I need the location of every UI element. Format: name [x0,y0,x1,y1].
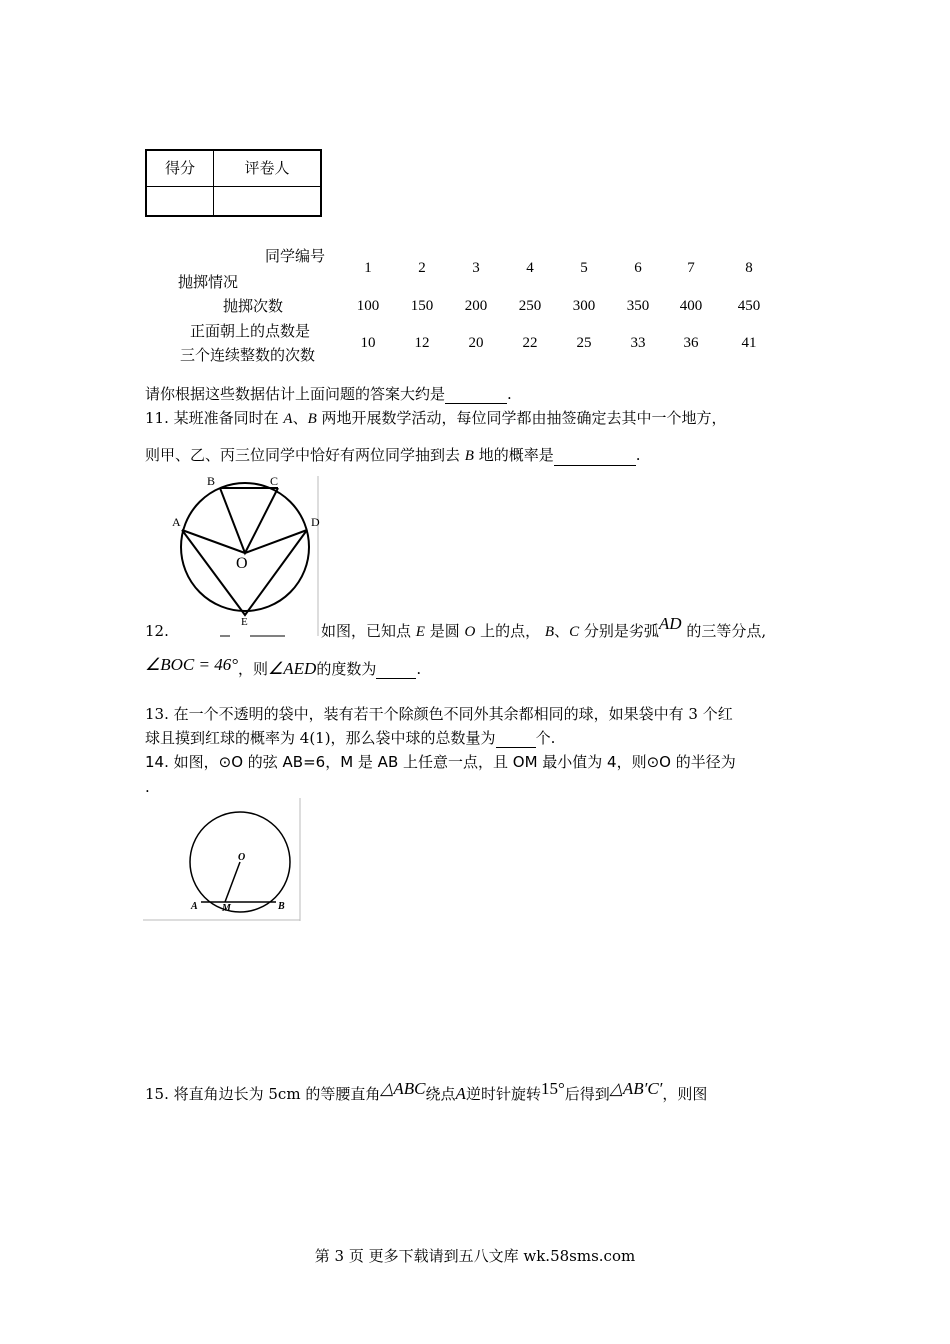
q15-text: 绕点 [425,1085,456,1103]
table-cell-student-no: 4 [526,260,534,276]
page-footer: 第 3 页 更多下载请到五八文库 wk.58sms.com [314,1247,636,1265]
q13-text: 个. [535,729,556,747]
q15-text: 后得到 [564,1085,610,1103]
label-m: M [222,903,231,914]
q15-text: 逆时针旋转 [465,1085,541,1103]
label-c: C [270,474,279,488]
q11-line2: 则甲、乙、丙三位同学中恰好有两位同学抽到去 B 地的概率是 . [145,446,641,464]
table-cell-toss-count: 300 [572,298,596,314]
table-cell-consecutive-count: 25 [576,335,592,351]
triangle-ab-c-prime: △AB′C′ [609,1079,663,1098]
q11-text: 两地开展数学活动，每位同学都由抽签确定去其中一个地方， [316,409,727,427]
table-cell-student-no: 1 [364,260,372,276]
chords-ae-de [182,530,307,615]
table-cell-toss-count: 400 [679,298,703,314]
q14-line1: 14. 如图，⊙O 的弦 AB=6，M 是 AB 上任意一点，且 OM 最小值为 4，则⊙O 的半径为 [145,753,736,771]
answer-blank [496,747,536,748]
table-cell-student-no: 8 [745,260,753,276]
table-cell-toss-count: 250 [518,298,542,314]
q12-text: 的度数为 [316,660,377,678]
table-cell-toss-count: 200 [464,298,488,314]
q11-point-a: A [283,411,293,427]
q12-line1 [321,614,767,642]
answer-blank [554,465,636,466]
q10-text: 请你根据这些数据估计上面问题的答案大约是 [145,385,446,403]
angle-boc: ∠BOC = 46° [145,655,239,674]
table-cell-student-no: 3 [472,260,480,276]
table-cell-consecutive-count: 33 [630,335,646,351]
circle-figure-q14 [143,798,303,923]
label-e: E [241,616,248,628]
table-header-student-no: 同学编号 [265,247,326,265]
answer-blank [376,678,416,679]
q11-text: 则甲、乙、丙三位同学中恰好有两位同学抽到去 [145,446,465,464]
table-cell-toss-count: 100 [356,298,380,314]
q11-point-b: B [307,411,317,427]
row-label-toss-count: 抛掷次数 [223,297,284,315]
label-a: A [172,515,181,529]
table-cell-toss-count: 150 [410,298,434,314]
table-cell-consecutive-count: 36 [683,335,699,351]
circle-figure-q12 [160,470,330,640]
label-o: O [238,852,246,863]
score-label: 得分 [164,159,195,177]
q12-text: ，则 [238,660,269,678]
table-cell-consecutive-count: 10 [360,335,376,351]
q13-line2 [145,728,555,748]
table-cell-student-no: 6 [634,260,642,276]
angle-aed: ∠AED [268,659,317,678]
q15-point-a: A [455,1084,466,1103]
row-label-line1: 正面朝上的点数是 [190,322,311,340]
segment-om [225,862,240,902]
label-b: B [278,901,285,912]
q12-line2: ∠BOC = 46°，则∠AED的度数为 . [145,655,422,678]
q12-point-e: E [415,624,425,640]
q13-text: 球且摸到红球的概率为 4(1)，那么袋中球的总数量为 [145,729,496,747]
table-cell-student-no: 2 [418,260,426,276]
q12-text: 的三等分点, [681,622,767,640]
table-header-toss: 抛掷情况 [178,273,239,291]
label-d: D [311,515,320,529]
table-cell-toss-count: 450 [737,298,761,314]
q13-line1: 13. 在一个不透明的袋中，装有若干个除颜色不同外其余都相同的球，如果袋中有 3 个红 [145,705,733,723]
q15-line1 [145,1079,708,1104]
arc-ad: AD [658,614,682,633]
table-cell-student-no: 5 [580,260,588,276]
q12-point-o: O [464,624,476,640]
table-cell-toss-count: 350 [626,298,650,314]
table-cell-consecutive-count: 20 [468,335,484,351]
q11-text: 、 [292,409,308,427]
table-cell-consecutive-count: 41 [741,335,757,351]
table-cell-consecutive-count: 22 [522,335,538,351]
q11-point-b: B [464,448,474,464]
q12-text: 分别是劣弧 [579,622,659,640]
label-a: A [191,901,198,912]
q12-text: 、 [554,622,570,640]
table-cell-student-no: 7 [687,260,695,276]
q14-line2: . [145,778,150,796]
q15-text: 15. 将直角边长为 5cm 的等腰直角 [145,1085,381,1103]
q12-text: 如图，已知点 [321,622,416,640]
grader-label: 评卷人 [244,159,290,177]
row-label-line2: 三个连续整数的次数 [180,346,316,364]
circle-o [181,483,309,611]
triangle-abc: △ABC [380,1079,426,1098]
q12-point-b: B [544,624,555,640]
q12-number: 12. [145,622,169,640]
q11-line1 [145,408,727,429]
rotation-angle: 15° [540,1079,565,1098]
q12-point-c: C [569,624,580,640]
q12-text: 上的点， [475,622,545,640]
label-b: B [207,474,216,488]
q10-tail: 请你根据这些数据估计上面问题的答案大约是 . [145,385,512,403]
q15-text: ，则图 [662,1085,708,1103]
toss-data-table [0,0,950,380]
q11-text: 11. 某班准备同时在 [145,409,284,427]
q12-text: 是圆 [424,622,465,640]
answer-blank [445,403,507,404]
q11-text: 地的概率是 [473,446,554,464]
table-cell-consecutive-count: 12 [414,335,430,351]
label-o: O [236,555,248,572]
